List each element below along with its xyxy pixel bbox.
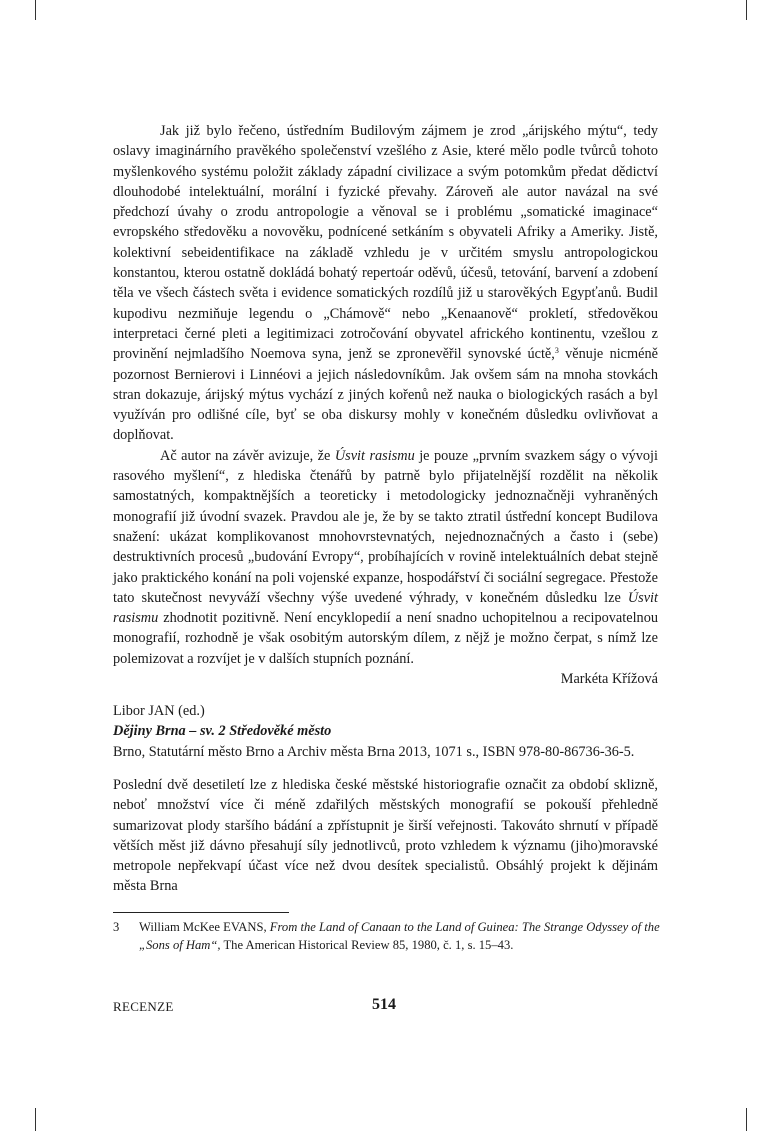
review-header xyxy=(113,701,673,762)
paragraph-2 xyxy=(113,446,658,669)
crop-mark-bottom-right xyxy=(746,1108,747,1131)
paragraph-2-part2: je pouze „prvním svazkem ságy o vývoji rasového myšlení“, z hlediska čtenářů by patrně bylo přijatelnější rozdělit na několik samostatných, kompaktnějších a teoreticky i metodologicky jednoznačněji vyhraněných monografií již úvodní svazek. Pravdou ale je, že by se takto ztratil ústřední koncept Budilova snažení: ukázat komplikovanost mnohovrstevnatých, nejednoznačných a často i (sebe) destruktivních procesů „budování Evropy“, probíhajících v rovině intelektuálních debat stejně jako praktického konání na poli vojenské expanze, hospodářství či sociální segregace. Přestože tato skutečnost nevyváží všechny výše uvedené výhrady, v konečném důsledku lze xyxy=(113,447,658,606)
review-body xyxy=(113,775,658,897)
reviewer-signature: Markéta Křížová xyxy=(560,671,658,688)
footnote xyxy=(113,918,663,954)
book-title-italic-1: Úsvit rasismu xyxy=(334,447,415,464)
book-title-italic-2: Úsvit rasismu xyxy=(113,589,658,627)
page-number: 514 xyxy=(372,996,396,1013)
crop-mark-top-left xyxy=(35,0,36,20)
footnote-title: From the Land of Canaan to the Land of Guinea: The Strange Odyssey of the „Sons of Ham“, xyxy=(139,920,660,952)
footnote-rule xyxy=(113,912,289,913)
footnote-marker: 3 xyxy=(554,346,559,356)
footnote-author: William McKee EVANS, xyxy=(139,920,270,934)
paragraph-1 xyxy=(113,121,658,446)
review-publication: Brno, Statutární město Brno a Archiv města Brna 2013, 1071 s., ISBN 978-80-86736-36-5. xyxy=(113,743,635,760)
paragraph-1-text: Jak již bylo řečeno, ústředním Budilovým zájmem je zrod „árijského mýtu“, tedy oslavy imaginárního pravěkého společenství vzešlého z Asie, které mělo podle tvůrců tohoto myšlenkového systému položit základy západní civilizace a svým potomkům předat dědictví dlouhodobé intelektuální, morální i fyzické převahy. Zároveň ale autor navázal na své předchozí úvahy o zrodu antropologie a věnoval se i problému „somatické imaginace“ evropského středověku a novověku, podnícené setkáním s obyvateli Afriky a Ameriky. Jistě, kolektivní sebeidentifikace na základě vzhledu je v určitém smyslu antropologickou konstantou, kterou ostatně dokládá bohatý repertoár oděvů, účesů, tetování, barvení a zdobení těla ve všech částech světa i evidence somatických rozdílů již u starověkých Egypťanů. Budil kupodivu nezmiňuje legendu o „Chámově“ nebo „Kenaanově“ prokletí, středověkou interpretaci černé pleti a legitimizaci zotročování obyvatel afrického kontinentu, vzešlou z provinění nejmladšího Noemova syna, jenž se zpronevěřil synovské úctě, xyxy=(113,123,658,363)
crop-mark-top-right xyxy=(746,0,747,20)
body-text-top xyxy=(113,121,658,689)
crop-mark-bottom-left xyxy=(35,1108,36,1131)
paragraph-1-text-after: věnuje nicméně pozornost Bernierovi i Linnéovi a jejich následovníkům. Jak ovšem sám na mnoha stovkách stran dokazuje, árijský mýtus vychází z jiných kořenů než nauka o biologických rasách a byl využíván pro odlišné cíle, byť se oba diskursy mohly v konečném důsledku ovlivňovat a doplňovat. xyxy=(113,346,658,444)
running-head: RECENZE xyxy=(113,999,174,1014)
review-paragraph: Poslední dvě desetiletí lze z hlediska české městské historiografie označit za období sklizně, neboť množství více či méně zdařilých městských monografií se pokouší přehledně sumarizovat plody staršího bádání a zpřístupnit je širší veřejnosti. Takováto shrnutí v případě větších měst již dávno přesahují síly jednotlivců, proto vzhledem k významu (jiho)moravské metropole nepřekvapí účast více než dvou desítek specialistů. Obsáhlý projekt k dějinám města Brna xyxy=(113,777,658,895)
footnote-number: 3 xyxy=(113,920,120,934)
footnote-rest: The American Historical Review 85, 1980, č. 1, s. 15–43. xyxy=(220,938,514,952)
paragraph-2-part3: zhodnotit pozitivně. Není encyklopedií a není snadno uchopitelnou a recipovatelnou monografií, rozhodně je však osobitým autorským dílem, z nějž je možno čerpat, s nímž lze polemizovat a rozvíjet je v dalších stupních poznání. xyxy=(113,610,658,667)
review-author: Libor JAN (ed.) xyxy=(113,703,205,719)
paragraph-2-part1: Ač autor na závěr avizuje, že xyxy=(160,447,335,464)
review-book-title: Dějiny Brna – sv. 2 Středověké město xyxy=(113,723,332,740)
footnote-text xyxy=(139,918,663,954)
